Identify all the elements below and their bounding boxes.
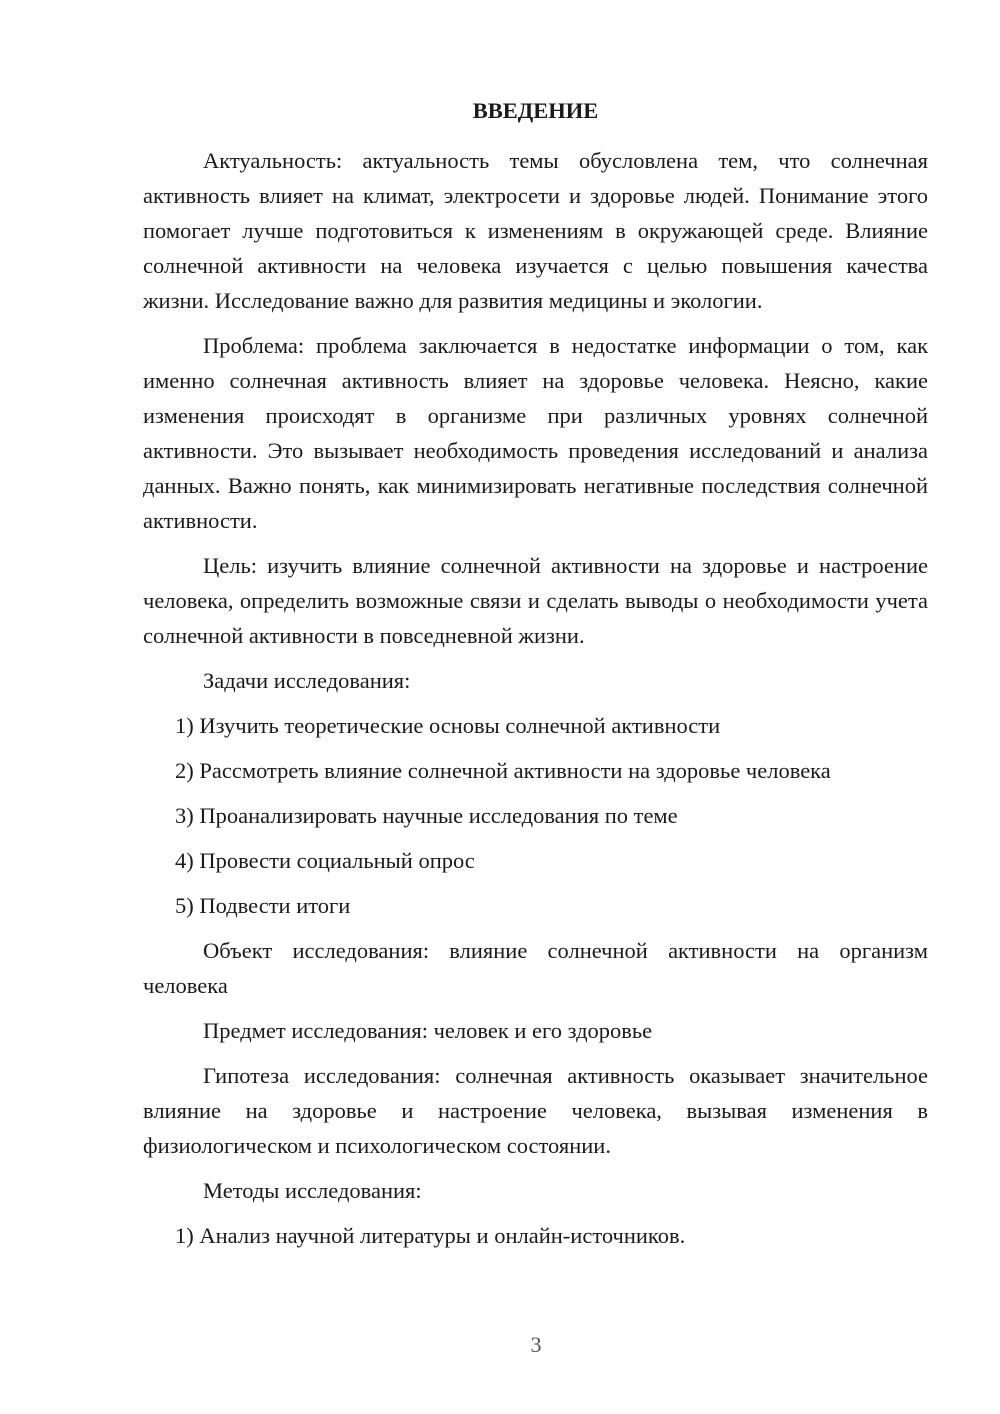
task-item: 1) Изучить теоретические основы солнечной активности	[175, 713, 721, 738]
goal-paragraph: Цель: изучить влияние солнечной активности на здоровье и настроение человека, определить возможные связи и сделать выводы о необходимости учета солнечной активности в повседневной жизни.	[143, 553, 928, 648]
hypothesis-paragraph: Гипотеза исследования: солнечная активность оказывает значительное влияние на здоровье и настроение человека, вызывая изменения в физиологическом и психологическом состоянии.	[143, 1063, 928, 1158]
tasks-heading: Задачи исследования:	[203, 668, 411, 693]
problem-paragraph: Проблема: проблема заключается в недостатке информации о том, как именно солнечная активность влияет на здоровье человека. Неясно, какие изменения происходят в организме при различных уровнях солнечной активности. Это вызывает необходимость проведения исследований и анализа данных. Важно понять, как минимизировать негативные последствия солнечной активности.	[143, 333, 928, 533]
object-paragraph: Объект исследования: влияние солнечной активности на организм человека	[143, 938, 928, 998]
task-item: 4) Провести социальный опрос	[175, 848, 475, 873]
methods-heading: Методы исследования:	[203, 1178, 422, 1203]
subject-paragraph: Предмет исследования: человек и его здоровье	[203, 1018, 653, 1043]
page-content	[143, 93, 928, 1263]
task-item: 3) Проанализировать научные исследования по теме	[175, 803, 678, 828]
task-item: 2) Рассмотреть влияние солнечной активности на здоровье человека	[175, 758, 831, 783]
task-item: 5) Подвести итоги	[175, 893, 351, 918]
method-item: 1) Анализ научной литературы и онлайн-источников.	[175, 1223, 686, 1248]
page-number: 3	[530, 1332, 542, 1357]
section-heading: ВВЕДЕНИЕ	[472, 98, 599, 123]
relevance-paragraph: Актуальность: актуальность темы обусловлена тем, что солнечная активность влияет на климат, электросети и здоровье людей. Понимание этого помогает лучше подготовиться к изменениям в окружающей среде. Влияние солнечной активности на человека изучается с целью повышения качества жизни. Исследование важно для развития медицины и экологии.	[143, 148, 928, 313]
